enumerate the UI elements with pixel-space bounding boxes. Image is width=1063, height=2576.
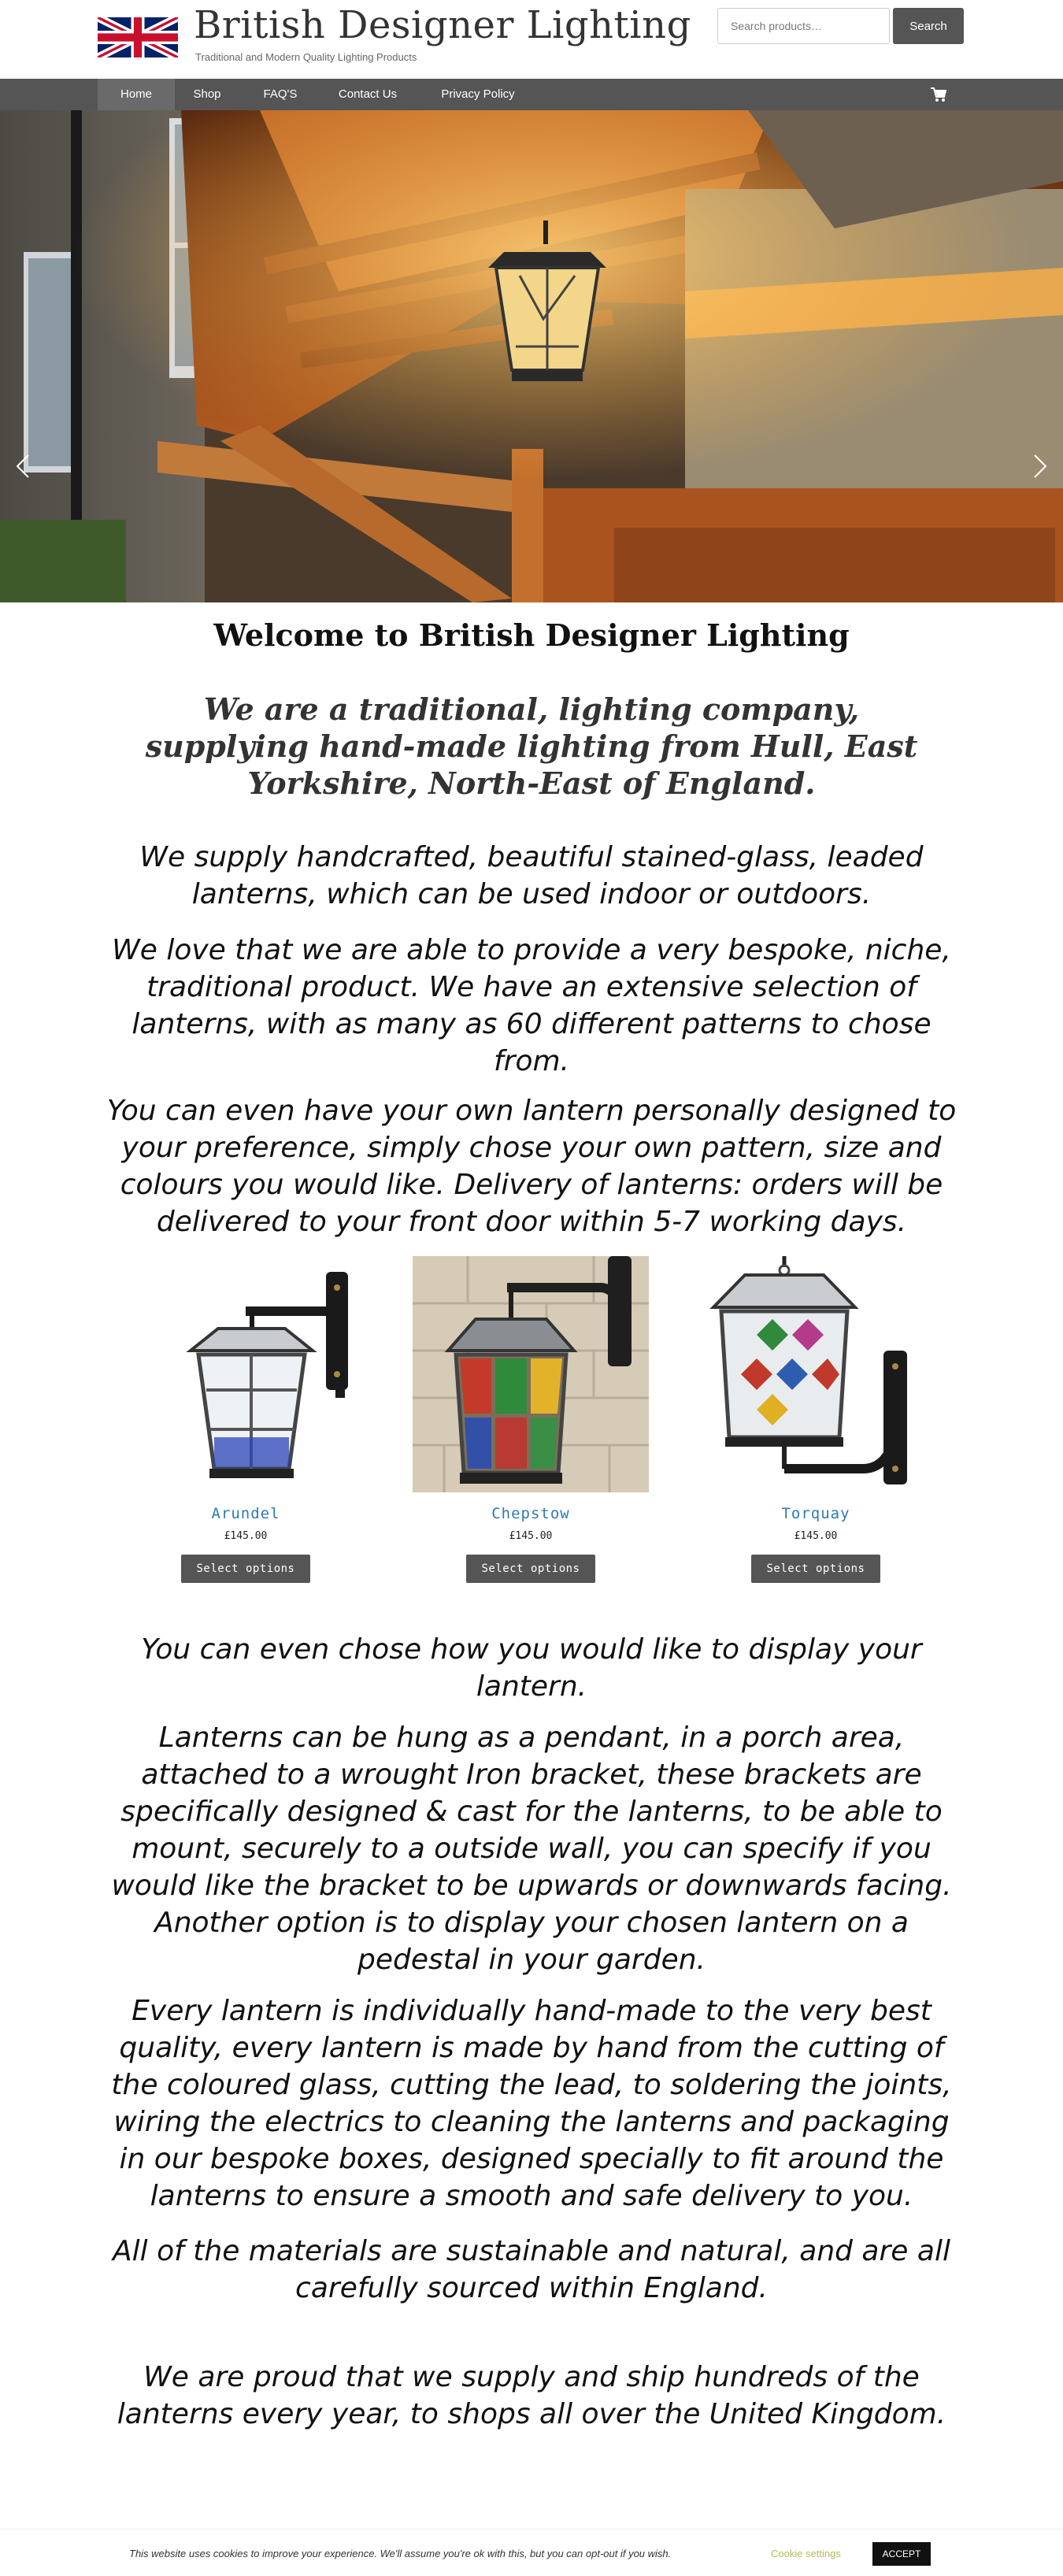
cookie-settings-link[interactable]: Cookie settings (771, 2548, 841, 2559)
select-options-button-chepstow[interactable]: Select options (466, 1555, 595, 1583)
cookie-message: This website uses cookies to improve your experience. We'll assume you're ok with this, but you can opt-out if you wish. (129, 2548, 672, 2559)
cookie-accept-button[interactable]: ACCEPT (872, 2542, 931, 2566)
paragraph-display: You can even chose how you would like to display your lantern. (141, 1633, 922, 1703)
cookie-consent-bar (0, 2529, 1063, 2576)
intro-heading: We are a traditional, lighting company, supplying hand-made lighting from Hull, East Yorkshire, North-East of England. (145, 691, 918, 801)
nav-item-shop[interactable]: Shop (193, 87, 221, 101)
nav-item-faqs[interactable]: FAQ'S (263, 87, 298, 101)
site-tagline: Traditional and Modern Quality Lighting Products (195, 51, 417, 63)
search-input[interactable] (717, 8, 890, 44)
main-navigation (0, 79, 1063, 110)
site-header (0, 0, 1063, 79)
product-price-chepstow: £145.00 (509, 1530, 553, 1542)
nav-item-privacy-policy[interactable]: Privacy Policy (441, 87, 515, 101)
chevron-left-icon[interactable] (11, 450, 35, 482)
product-name-chepstow[interactable]: Chepstow (491, 1505, 570, 1522)
union-flag-logo[interactable] (98, 17, 178, 57)
paragraph-personal-design: You can even have your own lantern personally designed to your preference, simply chose your own pattern, size and colours you would like. Delivery of lanterns: orders will be delivered to your front door within 5-7 working days. (106, 1095, 957, 1238)
select-options-button-torquay[interactable]: Select options (751, 1555, 880, 1583)
paragraph-hanging: Lanterns can be hung as a pendant, in a porch area, attached to a wrought Iron bracket, these brackets are specifically designed & cast for the lanterns, to be able to mount, securely to a outside wall, you can specify if you would like the bracket to be upwards or downwards facing. Another option is to display your chosen lantern on a pedestal in your garden. (111, 1722, 952, 1976)
product-image-chepstow[interactable] (413, 1256, 649, 1492)
nav-item-home[interactable]: Home (98, 79, 175, 110)
cart-icon[interactable] (930, 87, 947, 102)
product-price-torquay: £145.00 (794, 1530, 838, 1542)
product-price-arundel: £145.00 (224, 1530, 268, 1542)
product-image-torquay[interactable] (698, 1256, 934, 1492)
paragraph-shipping: We are proud that we supply and ship hundreds of the lanterns every year, to shops all over the United Kingdom. (117, 2361, 946, 2430)
paragraph-supply: We supply handcrafted, beautiful stained-glass, leaded lanterns, which can be used indoor or outdoors. (139, 841, 924, 910)
page-title: Welcome to British Designer Lighting (213, 617, 850, 653)
nav-item-contact[interactable]: Contact Us (338, 87, 398, 101)
hero-image (0, 110, 1063, 602)
chevron-right-icon[interactable] (1028, 450, 1052, 482)
select-options-button-arundel[interactable]: Select options (181, 1555, 310, 1583)
product-card-chepstow (413, 1256, 649, 1583)
product-name-torquay[interactable]: Torquay (781, 1505, 850, 1522)
hero-slider[interactable] (0, 110, 1063, 602)
product-name-arundel[interactable]: Arundel (211, 1505, 280, 1522)
paragraph-bespoke: We love that we are able to provide a very bespoke, niche, traditional product. We have an extensive selection of lanterns, with as many as 60 different patterns to chose from. (112, 934, 951, 1077)
paragraph-materials: All of the materials are sustainable and natural, and are all carefully sourced within England. (113, 2235, 950, 2304)
product-card-torquay (698, 1256, 934, 1583)
paragraph-handmade: Every lantern is individually hand-made to the very best quality, every lantern is made by hand from the cutting of the coloured glass, cutting the lead, to soldering the joints, wiring the electrics to cleaning the lanterns and packaging in our bespoke boxes, designed specially to fit around the lanterns to ensure a smooth and safe delivery to you. (111, 1995, 952, 2212)
product-card-arundel (128, 1256, 364, 1583)
site-title[interactable]: British Designer Lighting (194, 3, 691, 47)
product-image-arundel[interactable] (128, 1256, 364, 1492)
search-button[interactable]: Search (893, 8, 964, 44)
